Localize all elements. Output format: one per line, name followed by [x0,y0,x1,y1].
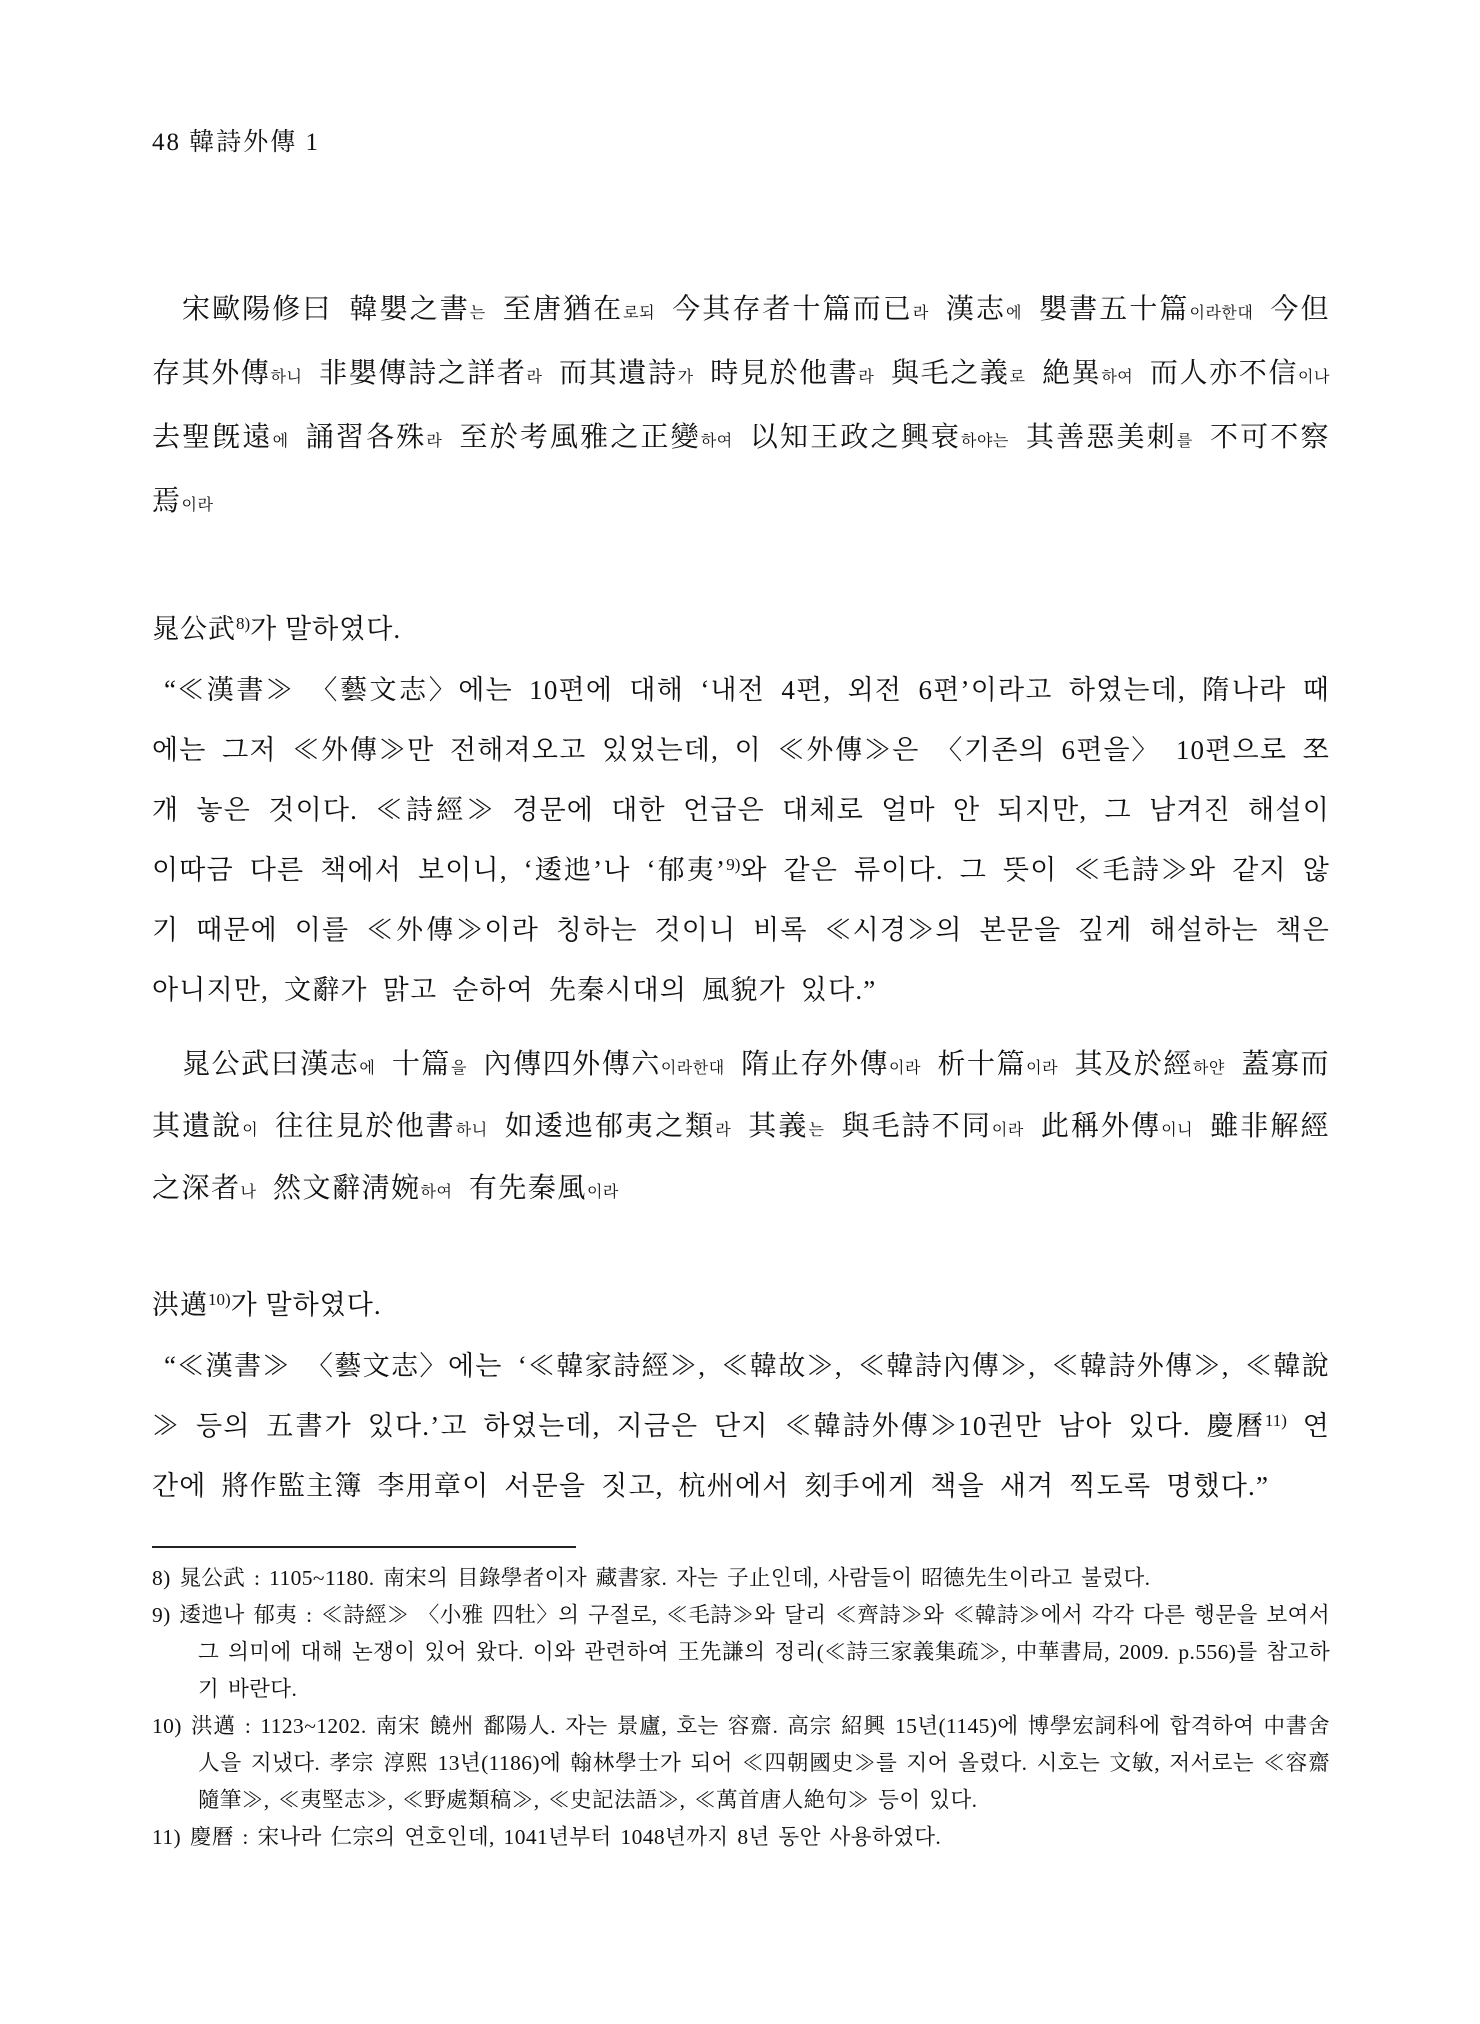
hangul-suffix: 이라 [991,1122,1024,1139]
hong-mae-translation-paragraph [152,1336,1330,1516]
text-run: “≪漢書≫ 〈藝文志〉에는 10편에 대해 ‘내전 4편, 외전 6편’이라고 하였는데, 隋나라 때에는 그저 ≪外傳≫만 전해져오고 있었는데, 이 ≪外傳≫은 〈기존의 6편을〉 10편으로 쪼개 놓은 것이다. ≪詩經≫ 경문에 대한 언급은 대체로 얼마 안 되지만, 그 남겨진 해설이 이따금 다른 책에서 보이니, ‘逶迆’나 ‘郁夷’ [152,675,1331,885]
hangul-suffix: 는 [469,305,486,322]
hangul-suffix: 하여 [420,1184,453,1201]
text-run: 其及於經 [1058,1049,1193,1080]
footnote-number: 8) [152,1566,180,1590]
hangul-suffix: 하여 [1101,369,1134,386]
text-run: 非嬰傳詩之詳者 [302,358,527,389]
text-run: 晁公武曰漢志 [182,1049,360,1080]
text-run: 가 말하였다. [230,1290,382,1320]
text-run: 十篇 [375,1049,451,1080]
text-run: 蓋寡而其遺說 [152,1049,1330,1142]
text-run: 絶異 [1025,358,1102,389]
footnote-text: 慶曆 : 宋나라 仁宗의 연호인데, 1041년부터 1048년까지 8년 동안 사용하였다. [189,1825,942,1849]
hangul-suffix: 하니 [270,369,303,386]
hangul-suffix: 를 [1176,433,1193,450]
footnote-text: 洪邁 : 1123~1202. 南宋 饒州 鄱陽人. 자는 景廬, 호는 容齋. 高宗 紹興 15년(1145)에 博學宏詞科에 합격하여 中書舍人을 지냈다. 孝宗 淳熙 13년(1186)에 翰林學士가 되어 ≪四朝國史≫를 지어 올렸다. 시호는 文敏, 저서로는 ≪容齋隨筆≫, ≪夷堅志≫, ≪野處類稿≫, ≪史記法語≫, ≪萬首唐人絶句≫ 등이 있다. [191,1714,1330,1812]
footnote-item [152,1708,1330,1819]
hangul-suffix: 라 [858,369,875,386]
text-run: 洪邁 [152,1290,208,1320]
text-run: 內傳四外傳六 [466,1049,661,1080]
jo-gongmu-speaker-line [152,604,1330,654]
text-run: “≪漢書≫ 〈藝文志〉에는 ‘≪韓家詩經≫, ≪韓故≫, ≪韓詩內傳≫, ≪韓詩外傳≫, ≪韓說≫ 등의 五書가 있다.’고 하였는데, 지금은 단지 ≪韓詩外傳≫10권만 남아 있다. 慶曆 [152,1351,1330,1441]
footnote-number: 11) [152,1825,190,1849]
footnote-separator-rule [152,1546,576,1548]
hangul-suffix: 에 [1006,305,1022,322]
hangul-suffix: 로 [1009,369,1026,386]
hangul-suffix: 하니 [455,1122,488,1139]
text-run: 宋歐陽修曰 韓嬰之書 [182,294,470,325]
hangul-suffix: 하얀 [1192,1060,1225,1077]
text-run: 不可不察焉 [152,422,1330,517]
text-run: 與毛之義 [874,358,1010,389]
text-run: 가 말하였다. [250,614,402,644]
text-run: 今其存者十篇而已 [655,294,913,325]
text-run: 析十篇 [920,1049,1027,1080]
footnote-item [152,1819,1330,1856]
hangul-suffix: 이 [242,1122,259,1139]
text-run: 去聖旣遠 [152,422,273,453]
jo-gongmu-translation-paragraph [152,660,1330,1020]
text-run: 와 같은 류이다. 그 뜻이 ≪毛詩≫와 같지 않기 때문에 이를 ≪外傳≫이라 칭하는 것이니 비록 ≪시경≫의 본문을 깊게 해설하는 책은 아니지만, 文辭가 맑고 순하여 先秦시대의 風貌가 있다.” [152,855,1330,1005]
text-run: 以知王政之興衰 [732,422,962,453]
hangul-suffix: 가 [677,369,694,386]
hangul-suffix: 에 [272,433,289,450]
hangul-suffix: 나 [240,1184,257,1201]
text-run: 此稱外傳 [1023,1111,1162,1142]
text-run: 與毛詩不同 [824,1111,992,1142]
text-run: 如逶迆郁夷之類 [487,1111,716,1142]
text-run: 其義 [731,1111,809,1142]
text-run: 有先秦風 [452,1173,587,1204]
hangul-suffix: 하야는 [961,433,1009,450]
hong-mae-speaker-line [152,1280,1330,1330]
text-run: 而其遺詩 [542,358,678,389]
footnote-ref: 10) [208,1290,231,1309]
hangul-suffix: 는 [808,1122,825,1139]
text-run: 今但存其外傳 [152,294,1330,389]
hangul-suffix: 이나 [1298,369,1330,386]
hangul-suffix: 을 [450,1060,467,1077]
hangul-suffix: 이라한대 [1189,305,1254,322]
footnotes-section [152,1560,1330,1856]
hangul-suffix: 이라 [181,497,214,514]
text-run: 時見於他書 [693,358,859,389]
text-run: 雖非解經之深者 [152,1111,1330,1204]
footnote-ref: 11) [1264,1411,1287,1430]
hangul-suffix: 로되 [623,305,656,322]
text-run: 漢志 [928,294,1007,325]
hangul-suffix: 라 [715,1122,732,1139]
ouyang-xiu-classical-paragraph [152,280,1330,536]
hangul-suffix: 하여 [700,433,733,450]
footnote-item [152,1560,1330,1597]
hangul-suffix: 이라 [889,1060,921,1077]
text-run: 隋止存外傳 [724,1049,890,1080]
text-run: 其善惡美刺 [1008,422,1177,453]
hangul-suffix: 에 [359,1060,376,1077]
text-run: 至唐猶在 [485,294,624,325]
hangul-suffix: 이라 [1026,1060,1059,1077]
footnote-number: 10) [152,1714,192,1738]
text-run: 晁公武 [152,614,236,644]
text-run: 往往見於他書 [258,1111,456,1142]
text-run: 然文辭淸婉 [256,1173,421,1204]
page-header: 48 韓詩外傳 1 [152,129,321,156]
footnote-number: 9) [152,1603,180,1627]
footnote-item [152,1597,1330,1708]
footnote-ref: 9) [726,855,741,874]
hangul-suffix: 이라한대 [660,1060,725,1077]
text-run: 연간에 將作監主簿 李用章이 서문을 짓고, 杭州에서 刻手에게 책을 새겨 찍도록 명했다.” [152,1411,1331,1501]
text-run: 嬰書五十篇 [1022,294,1190,325]
text-run: 至於考風雅之正變 [442,422,701,453]
hangul-suffix: 이라 [586,1184,619,1201]
hangul-suffix: 이니 [1161,1122,1194,1139]
hangul-suffix: 라 [426,433,443,450]
text-run: 誦習各殊 [288,422,427,453]
footnote-text: 晁公武 : 1105~1180. 南宋의 目錄學者이자 藏書家. 자는 子止인데, 사람들이 昭德先生이라고 불렀다. [179,1566,1151,1590]
footnote-text: 逶迆나 郁夷 : ≪詩經≫ 〈小雅 四牡〉의 구절로, ≪毛詩≫와 달리 ≪齊詩≫와 ≪韓詩≫에서 각각 다른 행문을 보여서 그 의미에 대해 논쟁이 있어 왔다. 이와 관련하여 王先謙의 정리(≪詩三家義集疏≫, 中華書局, 2009. p.556)를 참고하기 바란다. [179,1603,1330,1701]
hangul-suffix: 라 [526,369,543,386]
text-run: 而人亦不信 [1133,358,1299,389]
jo-gongmu-classical-paragraph [152,1036,1330,1222]
footnote-ref: 8) [236,614,251,633]
hangul-suffix: 라 [912,305,929,322]
